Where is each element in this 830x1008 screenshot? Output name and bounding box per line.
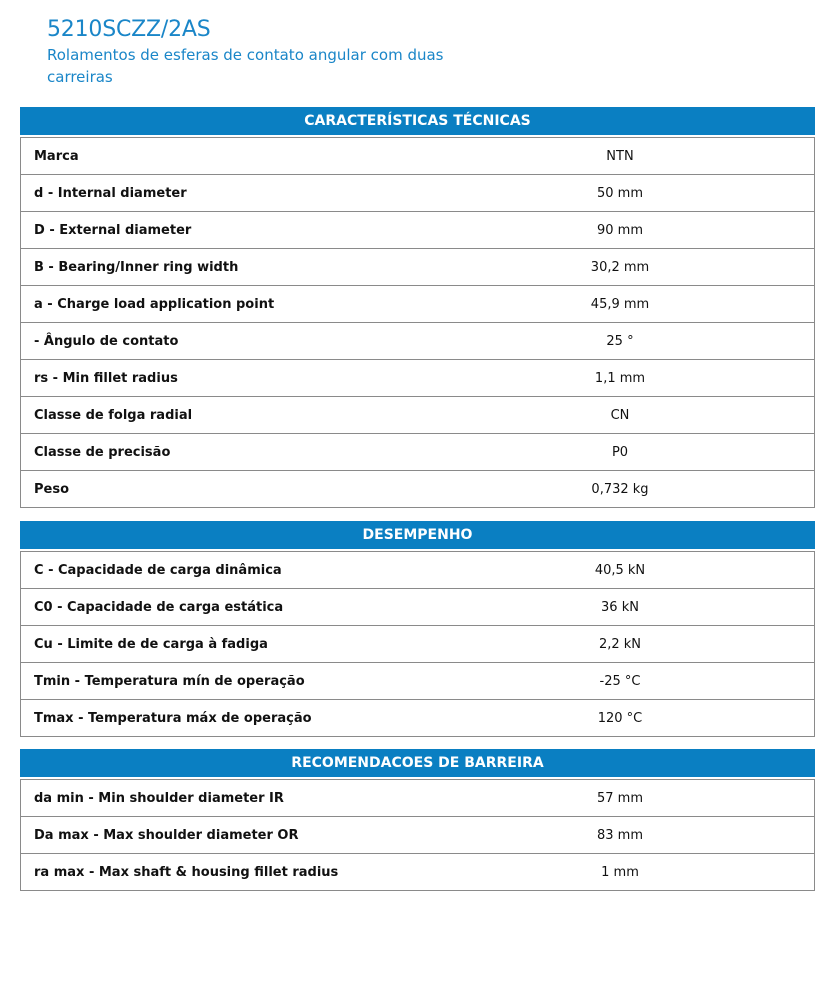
row-label: rs - Min fillet radius [21, 360, 427, 397]
product-header [47, 16, 467, 88]
table-row [21, 854, 815, 891]
row-label: Classe de folga radial [21, 397, 427, 434]
table-row [21, 138, 815, 175]
row-label: da min - Min shoulder diameter IR [21, 780, 427, 817]
row-label: Tmax - Temperatura máx de operação [21, 700, 427, 737]
row-value: 120 °C [426, 700, 815, 737]
row-label: Classe de precisão [21, 434, 427, 471]
section-title: RECOMENDACOES DE BARREIRA [20, 749, 815, 779]
table-row [21, 780, 815, 817]
row-value: 30,2 mm [426, 249, 815, 286]
row-label: a - Charge load application point [21, 286, 427, 323]
table-row [21, 323, 815, 360]
row-label: Cu - Limite de de carga à fadiga [21, 626, 427, 663]
row-value: 2,2 kN [426, 626, 815, 663]
row-label: d - Internal diameter [21, 175, 427, 212]
table-row [21, 360, 815, 397]
row-label: C0 - Capacidade de carga estática [21, 589, 427, 626]
row-label: Da max - Max shoulder diameter OR [21, 817, 427, 854]
table-row [21, 817, 815, 854]
row-label: Peso [21, 471, 427, 508]
table-row [21, 471, 815, 508]
row-value: 36 kN [426, 589, 815, 626]
section-barrier-recommendations [20, 749, 815, 891]
row-value: 45,9 mm [426, 286, 815, 323]
row-value: 0,732 kg [426, 471, 815, 508]
spec-table [20, 779, 815, 891]
section-technical-characteristics [20, 107, 815, 508]
row-value: 57 mm [426, 780, 815, 817]
table-row [21, 175, 815, 212]
section-performance [20, 521, 815, 737]
row-value: 83 mm [426, 817, 815, 854]
table-row [21, 286, 815, 323]
product-description: Rolamentos de esferas de contato angular com duas carreiras [47, 46, 444, 86]
row-value: -25 °C [426, 663, 815, 700]
row-value: P0 [426, 434, 815, 471]
table-row [21, 397, 815, 434]
section-title: DESEMPENHO [20, 521, 815, 551]
section-title: CARACTERÍSTICAS TÉCNICAS [20, 107, 815, 137]
row-value: 50 mm [426, 175, 815, 212]
table-row [21, 249, 815, 286]
table-row [21, 434, 815, 471]
spec-table [20, 137, 815, 508]
table-row [21, 626, 815, 663]
row-value: CN [426, 397, 815, 434]
row-label: ra max - Max shaft & housing fillet radius [21, 854, 427, 891]
table-row [21, 212, 815, 249]
row-label: Tmin - Temperatura mín de operação [21, 663, 427, 700]
table-row [21, 663, 815, 700]
row-value: NTN [426, 138, 815, 175]
row-value: 1,1 mm [426, 360, 815, 397]
row-label: - Ângulo de contato [21, 323, 427, 360]
row-value: 25 ° [426, 323, 815, 360]
row-value: 1 mm [426, 854, 815, 891]
row-label: Marca [21, 138, 427, 175]
table-row [21, 589, 815, 626]
row-label: C - Capacidade de carga dinâmica [21, 552, 427, 589]
row-label: D - External diameter [21, 212, 427, 249]
row-label: B - Bearing/Inner ring width [21, 249, 427, 286]
product-code: 5210SCZZ/2AS [47, 17, 211, 42]
spec-table [20, 551, 815, 737]
row-value: 90 mm [426, 212, 815, 249]
table-row [21, 700, 815, 737]
table-row [21, 552, 815, 589]
row-value: 40,5 kN [426, 552, 815, 589]
